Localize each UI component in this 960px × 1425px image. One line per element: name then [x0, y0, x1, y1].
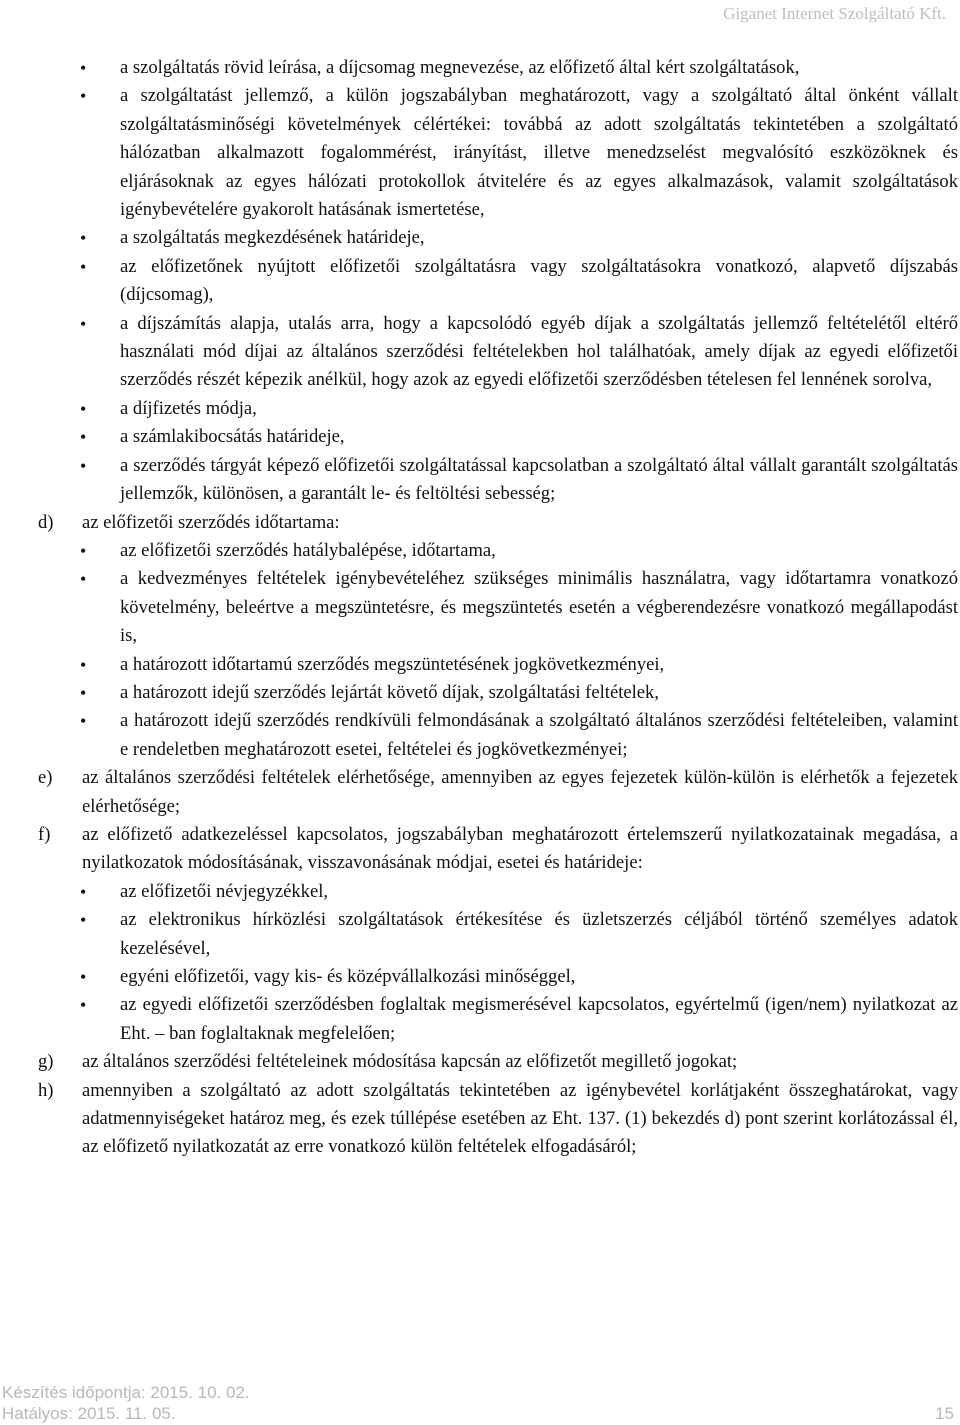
list-item-text: az előfizetői névjegyzékkel,	[120, 880, 329, 902]
list-item-text: az előfizetői szerződés hatálybalépése, időtartama,	[120, 539, 496, 561]
bullet-icon: •	[80, 427, 87, 448]
section-text: amennyiben a szolgáltató az adott szolgáltatás tekintetében az igénybevétel korlátjaként összeghatárokat, vagy adatmennyiségeket határoz meg, és ezek túllépése esetében az Eht. 137. (1) bekezdés d) pont szerint korlátozással él, az előfizető nyilatkozatát az erre vonatkozó külön feltételek elfogadásáról;	[82, 1079, 958, 1158]
section-e	[38, 764, 958, 821]
list-item	[38, 651, 958, 679]
section-marker: e)	[38, 767, 53, 789]
bullet-icon: •	[80, 995, 87, 1016]
list-item	[38, 253, 958, 310]
list-item-text: a szolgáltatást jellemző, a külön jogszabályban meghatározott, vagy a szolgáltató által önként vállalt szolgáltatásminőségi követelmények célértékei: továbbá az adott szolgáltatás tekintetében a szolgáltató hálózatban alkalmazott fogalommérést, irányítást, illetve menedzselést megvalósító eszközöknek és eljárásoknak az egyes hálózati protokollok átvitelére és az egyes alkalmazások, valamit szolgáltatások igénybevételére gyakorolt hatásának ismertetése,	[120, 85, 958, 221]
section-marker: d)	[38, 511, 54, 533]
list-f-bullets	[38, 878, 958, 1048]
list-item	[38, 963, 958, 991]
bullet-icon: •	[80, 540, 87, 561]
list-item	[38, 537, 958, 565]
page-number: 15	[935, 1404, 954, 1423]
bullet-icon: •	[80, 86, 87, 107]
section-text: az előfizetői szerződés időtartama:	[82, 511, 340, 533]
list-item	[38, 878, 958, 906]
section-text: az általános szerződési feltételek elérhetősége, amennyiben az egyes fejezetek külön-külön is elérhetők a fejezetek elérhetősége;	[82, 767, 958, 817]
list-item-text: az egyedi előfizetői szerződésben foglaltak megismerésével kapcsolatos, egyértelmű (igen/nem) nyilatkozat az Eht. – ban foglaltaknak megfelelően;	[120, 994, 958, 1044]
list-item	[38, 310, 958, 395]
bullet-icon: •	[80, 58, 87, 78]
list-item	[38, 395, 958, 423]
footer-created-date: Készítés időpontja: 2015. 10. 02.	[2, 1383, 250, 1402]
list-item-text: a díjszámítás alapja, utalás arra, hogy a kapcsolódó egyéb díjak a szolgáltatás jellemző feltételétől eltérő használati mód díjai az általános szerződési feltételekben hol találhatóak, amely díjak az egyedi előfizetői szerződés részét képezik anélkül, hogy azok az egyedi előfizetői szerződésben tételesen fel lennének sorolva,	[120, 312, 958, 391]
list-item-text: egyéni előfizetői, vagy kis- és középvállalkozási minőséggel,	[120, 966, 576, 987]
list-item	[38, 452, 958, 509]
header-company: Giganet Internet Szolgáltató Kft.	[723, 4, 946, 23]
list-item-text: a szerződés tárgyát képező előfizetői szolgáltatással kapcsolatban a szolgáltató által vállalt garantált szolgáltatás jellemzők, különösen, a garantált le- és feltöltési sebesség;	[120, 454, 958, 505]
list-item	[38, 82, 958, 224]
list-item-text: az elektronikus hírközlési szolgáltatások értékesítése és üzletszerzés céljából történő személyes adatok kezelésével,	[120, 909, 958, 959]
list-item-text: a számlakibocsátás határideje,	[120, 426, 345, 448]
document-body	[38, 54, 958, 1162]
list-item	[38, 707, 958, 764]
list-item-text: a határozott idejű szerződés lejártát követő díjak, szolgáltatási feltételek,	[120, 681, 659, 703]
bullet-icon: •	[80, 398, 87, 419]
section-f	[38, 821, 958, 878]
list-c-bullets	[38, 54, 958, 509]
list-item	[38, 991, 958, 1048]
section-h	[38, 1077, 958, 1162]
section-g	[38, 1048, 958, 1076]
footer-effective-date: Hatályos: 2015. 11. 05.	[2, 1404, 176, 1423]
list-item-text: a határozott idejű szerződés rendkívüli felmondásának a szolgáltató általános szerződési feltételeiben, valamint e rendeletben meghatározott esetei, feltételei és jogkövetkezményei;	[120, 710, 958, 760]
list-item	[38, 423, 958, 451]
bullet-icon: •	[80, 313, 87, 334]
bullet-icon: •	[80, 256, 87, 277]
section-text: az általános szerződési feltételeinek módosítása kapcsán az előfizetőt megillető jogokat;	[82, 1051, 738, 1073]
list-item-text: a szolgáltatás megkezdésének határideje,	[120, 227, 425, 249]
bullet-icon: •	[80, 654, 87, 675]
list-item	[38, 906, 958, 963]
list-d-bullets	[38, 537, 958, 764]
list-item-text: a kedvezményes feltételek igénybevételéhez szükséges minimális használatra, vagy időtartamra vonatkozó követelmény, beleértve a megszüntetésre, és megszüntetés esetén a végberendezésre vonatkozó megállapodást is,	[120, 568, 958, 647]
bullet-icon: •	[80, 569, 87, 590]
section-d	[38, 509, 958, 537]
bullet-icon: •	[80, 455, 87, 476]
list-item-text: a díjfizetés módja,	[120, 397, 257, 419]
list-item	[38, 54, 958, 82]
bullet-icon: •	[80, 228, 87, 249]
bullet-icon: •	[80, 910, 87, 931]
list-item	[38, 679, 958, 707]
bullet-icon: •	[80, 711, 87, 732]
bullet-icon: •	[80, 881, 87, 902]
bullet-icon: •	[80, 682, 87, 703]
section-marker: g)	[38, 1051, 54, 1073]
list-item-text: a szolgáltatás rövid leírása, a díjcsomag megnevezése, az előfizető által kért szolgáltatások,	[120, 57, 800, 78]
list-item	[38, 224, 958, 252]
section-marker: f)	[38, 823, 51, 845]
section-text: az előfizető adatkezeléssel kapcsolatos, jogszabályban meghatározott értelemszerű nyilatkozatainak megadása, a nyilatkozatok módosításának, visszavonásának módjai, esetei és határideje:	[82, 823, 958, 874]
list-item	[38, 565, 958, 650]
list-item-text: a határozott időtartamú szerződés megszüntetésének jogkövetkezményei,	[120, 653, 665, 675]
section-marker: h)	[38, 1079, 54, 1101]
list-item-text: az előfizetőnek nyújtott előfizetői szolgáltatásra vagy szolgáltatásokra vonatkozó, alapvető díjszabás (díjcsomag),	[120, 255, 958, 306]
bullet-icon: •	[80, 967, 87, 987]
